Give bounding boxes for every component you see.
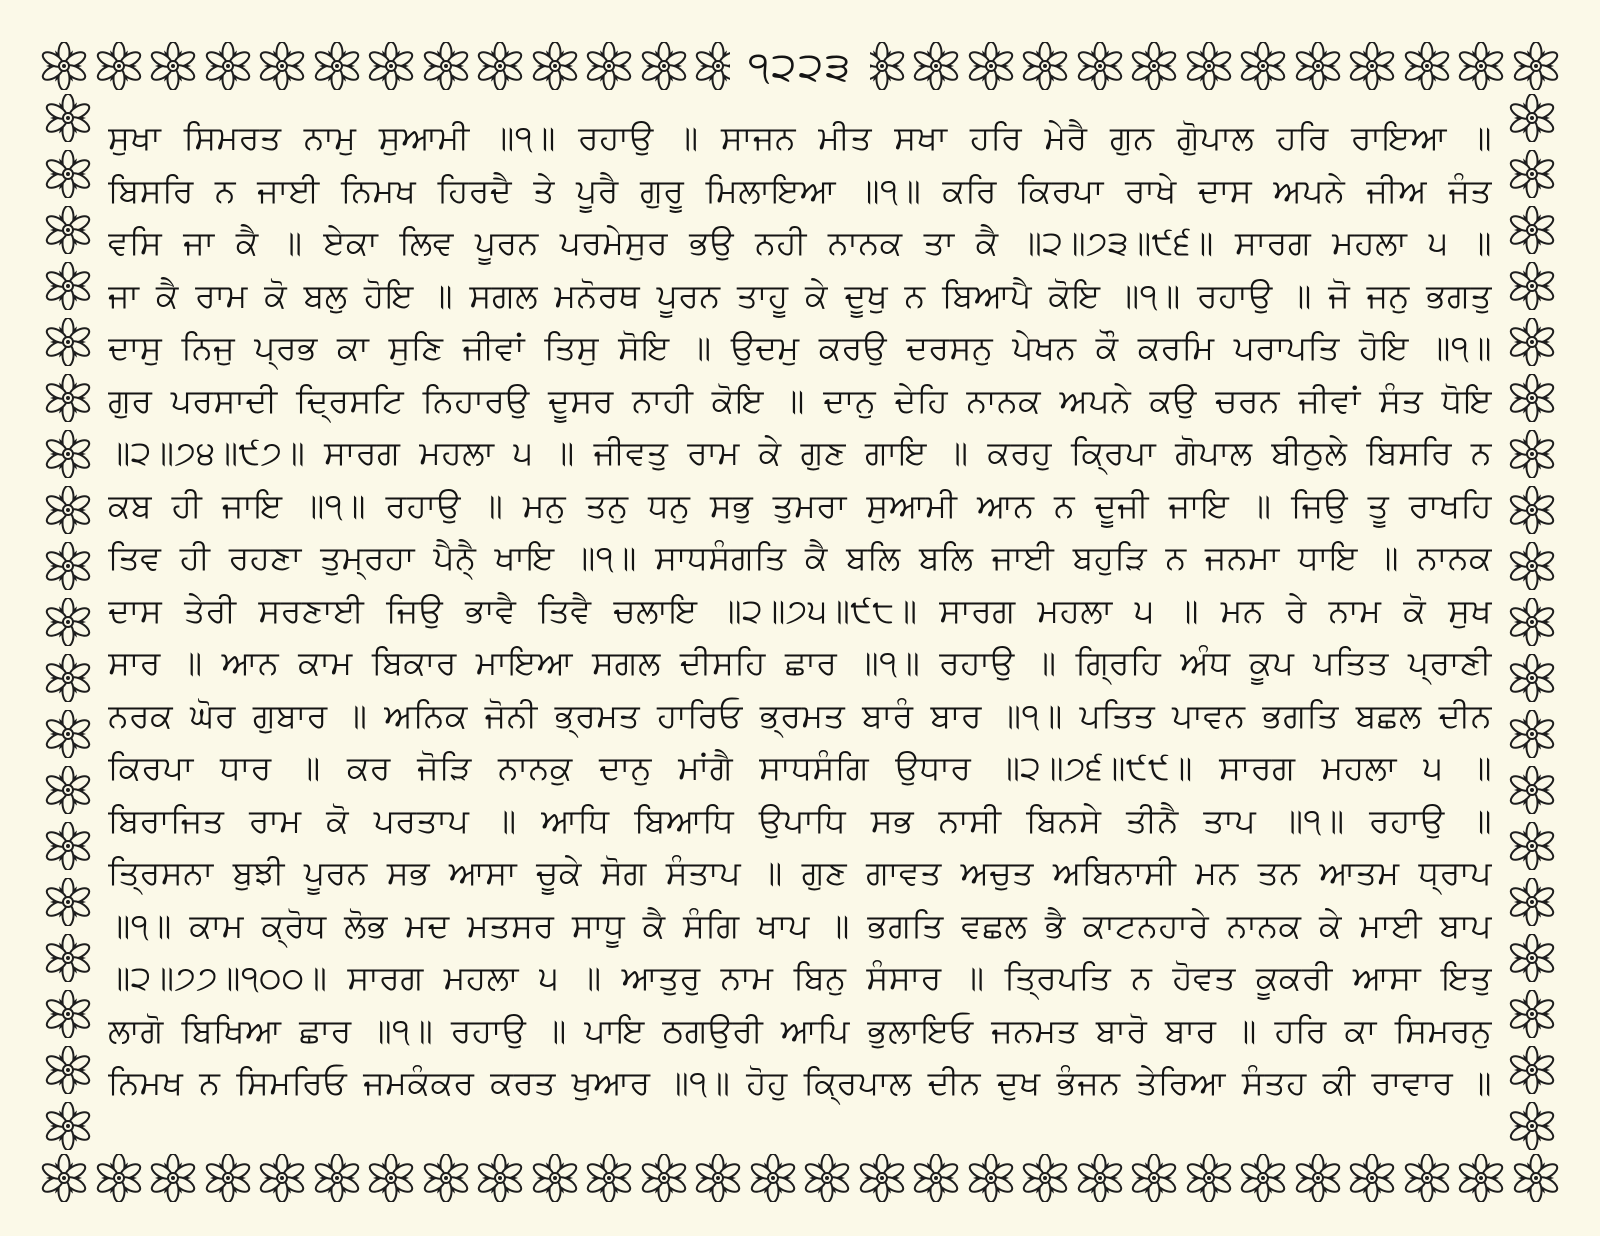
verse-line: ਤ੍ਰਿਸਨਾ ਬੁਝੀ ਪੂਰਨ ਸਭ ਆਸਾ ਚੂਕੇ ਸੋਗ ਸੰਤਾਪ ॥ ਗੁਣ ਗਾਵਤ ਅਚੁਤ ਅਬਿਨਾਸੀ ਮਨ ਤਨ ਆਤਮ ਧ੍ਰਾਪ <box>108 853 1492 892</box>
flower-ornament-icon <box>44 766 92 814</box>
flower-ornament-icon <box>1508 374 1556 422</box>
flower-ornament-icon <box>967 1154 1015 1202</box>
border-right <box>1504 94 1560 1150</box>
flower-ornament-icon <box>44 1046 92 1094</box>
flower-ornament-icon <box>1294 1154 1342 1202</box>
flower-ornament-icon <box>1508 766 1556 814</box>
verse-line: ਬਿਰਾਜਿਤ ਰਾਮ ਕੋ ਪਰਤਾਪ ॥ ਆਧਿ ਬਿਆਧਿ ਉਪਾਧਿ ਸਭ ਨਾਸੀ ਬਿਨਸੇ ਤੀਨੈ ਤਾਪ ॥੧॥ ਰਹਾਉ ॥ <box>108 800 1492 840</box>
flower-ornament-icon <box>640 42 688 90</box>
flower-ornament-icon <box>313 42 361 90</box>
flower-ornament-icon <box>1508 990 1556 1038</box>
flower-ornament-icon <box>803 1154 851 1202</box>
flower-ornament-icon <box>44 486 92 534</box>
flower-ornament-icon <box>749 1154 797 1202</box>
border-left <box>40 94 96 1150</box>
flower-ornament-icon <box>912 1154 960 1202</box>
flower-ornament-icon <box>858 1154 906 1202</box>
flower-ornament-icon <box>1508 318 1556 366</box>
flower-ornament-icon <box>1076 1154 1124 1202</box>
flower-ornament-icon <box>1508 94 1556 142</box>
flower-ornament-icon <box>40 42 88 90</box>
flower-ornament-icon <box>95 42 143 90</box>
verse-line: ਕਿਰਪਾ ਧਾਰ ॥ ਕਰ ਜੋੜਿ ਨਾਨਕੁ ਦਾਨੁ ਮਾਂਗੈ ਸਾਧਸੰਗਿ ਉਧਾਰ ॥੨॥੭੬॥੯੯॥ ਸਾਰਗ ਮਹਲਾ ੫ ॥ <box>108 748 1492 787</box>
flower-ornament-icon <box>258 1154 306 1202</box>
verse-line: ਗੁਰ ਪਰਸਾਦੀ ਦ੍ਰਿਸਟਿ ਨਿਹਾਰਉ ਦੂਸਰ ਨਾਹੀ ਕੋਇ ॥ ਦਾਨੁ ਦੇਹਿ ਨਾਨਕ ਅਪਨੇ ਕਉ ਚਰਨ ਜੀਵਾਂ ਸੰਤ ਧੋਇ <box>108 380 1492 420</box>
flower-ornament-icon <box>422 42 470 90</box>
flower-ornament-icon <box>1508 542 1556 590</box>
flower-ornament-icon <box>1512 1154 1560 1202</box>
flower-ornament-icon <box>1185 42 1233 90</box>
flower-ornament-icon <box>585 1154 633 1202</box>
verse-line: ॥੨॥੭੪॥੯੭॥ ਸਾਰਗ ਮਹਲਾ ੫ ॥ ਜੀਵਤੁ ਰਾਮ ਕੇ ਗੁਣ ਗਾਇ ॥ ਕਰਹੁ ਕ੍ਰਿਪਾ ਗੋਪਾਲ ਬੀਠੁਲੇ ਬਿਸਰਿ ਨ <box>108 433 1492 472</box>
flower-ornament-icon <box>95 1154 143 1202</box>
border-bottom <box>40 1150 1560 1206</box>
flower-ornament-icon <box>44 542 92 590</box>
flower-ornament-icon <box>204 1154 252 1202</box>
flower-ornament-icon <box>1348 42 1396 90</box>
verse-line: ਜਾ ਕੈ ਰਾਮ ਕੋ ਬਲੁ ਹੋਇ ॥ ਸਗਲ ਮਨੋਰਥ ਪੂਰਨ ਤਾਹੂ ਕੇ ਦੂਖੁ ਨ ਬਿਆਪੈ ਕੋਇ ॥੧॥ ਰਹਾਉ ॥ ਜੋ ਜਨੁ ਭਗਤੁ <box>108 275 1492 315</box>
flower-ornament-icon <box>44 262 92 310</box>
verse-line: ਦਾਸ ਤੇਰੀ ਸਰਣਾਈ ਜਿਉ ਭਾਵੈ ਤਿਵੈ ਚਲਾਇ ॥੨॥੭੫॥੯੮॥ ਸਾਰਗ ਮਹਲਾ ੫ ॥ ਮਨ ਰੇ ਨਾਮ ਕੋ ਸੁਖ <box>108 590 1492 630</box>
flower-ornament-icon <box>1294 42 1342 90</box>
flower-ornament-icon <box>44 206 92 254</box>
flower-ornament-icon <box>1508 150 1556 198</box>
verse-line: ਲਾਗੋ ਬਿਖਿਆ ਛਾਰ ॥੧॥ ਰਹਾਉ ॥ ਪਾਇ ਠਗਉਰੀ ਆਪਿ ਭੁਲਾਇਓ ਜਨਮਤ ਬਾਰੋ ਬਾਰ ॥ ਹਰਿ ਕਾ ਸਿਮਰਨੁ <box>108 1010 1492 1050</box>
flower-ornament-icon <box>1508 878 1556 926</box>
flower-ornament-icon <box>367 42 415 90</box>
flower-ornament-icon <box>1239 42 1287 90</box>
flower-ornament-icon <box>422 1154 470 1202</box>
flower-ornament-icon <box>1508 430 1556 478</box>
verse-line: ਨਿਮਖ ਨ ਸਿਮਰਿਓ ਜਮਕੰਕਰ ਕਰਤ ਖੁਆਰ ॥੧॥ ਹੋਹੁ ਕ੍ਰਿਪਾਲ ਦੀਨ ਦੁਖ ਭੰਜਨ ਤੇਰਿਆ ਸੰਤਹ ਕੀ ਰਾਵਾਰ ॥ <box>108 1063 1492 1102</box>
flower-ornament-icon <box>313 1154 361 1202</box>
verse-line: ਬਿਸਰਿ ਨ ਜਾਈ ਨਿਮਖ ਹਿਰਦੈ ਤੇ ਪੂਰੈ ਗੁਰੂ ਮਿਲਾਇਆ ॥੧॥ ਕਰਿ ਕਿਰਪਾ ਰਾਖੇ ਦਾਸ ਅਪਨੇ ਜੀਅ ਜੰਤ <box>108 170 1492 210</box>
flower-ornament-icon <box>258 42 306 90</box>
flower-ornament-icon <box>1021 42 1069 90</box>
flower-ornament-icon <box>44 654 92 702</box>
flower-ornament-icon <box>1021 1154 1069 1202</box>
flower-ornament-icon <box>1457 42 1505 90</box>
flower-ornament-icon <box>1508 934 1556 982</box>
flower-ornament-icon <box>44 822 92 870</box>
flower-ornament-icon <box>1130 1154 1178 1202</box>
flower-ornament-icon <box>40 1154 88 1202</box>
flower-ornament-icon <box>1457 1154 1505 1202</box>
flower-ornament-icon <box>44 990 92 1038</box>
flower-ornament-icon <box>912 42 960 90</box>
verse-line: ਵਸਿ ਜਾ ਕੈ ॥ ਏਕਾ ਲਿਵ ਪੂਰਨ ਪਰਮੇਸੁਰ ਭਉ ਨਹੀ ਨਾਨਕ ਤਾ ਕੈ ॥੨॥੭੩॥੯੬॥ ਸਾਰਗ ਮਹਲਾ ੫ ॥ <box>108 223 1492 262</box>
flower-ornament-icon <box>44 598 92 646</box>
flower-ornament-icon <box>44 878 92 926</box>
flower-ornament-icon <box>44 710 92 758</box>
verse-line: ਤਿਵ ਹੀ ਰਹਣਾ ਤੁਮ੍ਰਹਾ ਪੈਨੈ੍ ਖਾਇ ॥੧॥ ਸਾਧਸੰਗਤਿ ਕੈ ਬਲਿ ਬਲਿ ਜਾਈ ਬਹੁੜਿ ਨ ਜਨਮਾ ਧਾਇ ॥ ਨਾਨਕ <box>108 538 1492 577</box>
flower-ornament-icon <box>1403 42 1451 90</box>
flower-ornament-icon <box>476 42 524 90</box>
flower-ornament-icon <box>1076 42 1124 90</box>
flower-ornament-icon <box>44 430 92 478</box>
flower-ornament-icon <box>1185 1154 1233 1202</box>
flower-ornament-icon <box>204 42 252 90</box>
flower-ornament-icon <box>1239 1154 1287 1202</box>
flower-ornament-icon <box>1508 1102 1556 1150</box>
flower-ornament-icon <box>1508 598 1556 646</box>
flower-ornament-icon <box>1508 486 1556 534</box>
flower-ornament-icon <box>44 934 92 982</box>
verse-text-block <box>108 112 1492 1142</box>
verse-line: ਕਬ ਹੀ ਜਾਇ ॥੧॥ ਰਹਾਉ ॥ ਮਨੁ ਤਨੁ ਧਨੁ ਸਭੁ ਤੁਮਰਾ ਸੁਆਮੀ ਆਨ ਨ ਦੂਜੀ ਜਾਇ ॥ ਜਿਉ ਤੂ ਰਾਖਹਿ <box>108 485 1492 525</box>
flower-ornament-icon <box>44 374 92 422</box>
flower-ornament-icon <box>44 318 92 366</box>
flower-ornament-icon <box>585 42 633 90</box>
flower-ornament-icon <box>1508 206 1556 254</box>
verse-line: ਦਾਸੁ ਨਿਜੁ ਪ੍ਰਭ ਕਾ ਸੁਣਿ ਜੀਵਾਂ ਤਿਸੁ ਸੋਇ ॥ ਉਦਮੁ ਕਰਉ ਦਰਸਨੁ ਪੇਖਨ ਕੌ ਕਰਮਿ ਪਰਾਪਤਿ ਹੋਇ ॥੧॥ <box>108 328 1492 367</box>
flower-ornament-icon <box>367 1154 415 1202</box>
flower-ornament-icon <box>1508 710 1556 758</box>
flower-ornament-icon <box>1508 262 1556 310</box>
flower-ornament-icon <box>531 1154 579 1202</box>
flower-ornament-icon <box>476 1154 524 1202</box>
flower-ornament-icon <box>44 150 92 198</box>
flower-ornament-icon <box>531 42 579 90</box>
verse-line: ਨਰਕ ਘੋਰ ਗੁਬਾਰ ॥ ਅਨਿਕ ਜੋਨੀ ਭ੍ਰਮਤ ਹਾਰਿਓ ਭ੍ਰਮਤ ਬਾਰੰ ਬਾਰ ॥੧॥ ਪਤਿਤ ਪਾਵਨ ਭਗਤਿ ਬਛਲ ਦੀਨ <box>108 695 1492 735</box>
verse-line: ਸਾਰ ॥ ਆਨ ਕਾਮ ਬਿਕਾਰ ਮਾਇਆ ਸਗਲ ਦੀਸਹਿ ਛਾਰ ॥੧॥ ਰਹਾਉ ॥ ਗ੍ਰਿਹਿ ਅੰਧ ਕੂਪ ਪਤਿਤ ਪ੍ਰਾਣੀ <box>108 643 1492 682</box>
verse-line: ॥੧॥ ਕਾਮ ਕ੍ਰੋਧ ਲੋਭ ਮਦ ਮਤਸਰ ਸਾਧੂ ਕੈ ਸੰਗਿ ਖਾਪ ॥ ਭਗਤਿ ਵਛਲ ਭੈ ਕਾਟਨਹਾਰੇ ਨਾਨਕ ਕੇ ਮਾਈ ਬਾਪ <box>108 905 1492 945</box>
flower-ornament-icon <box>1508 654 1556 702</box>
flower-ornament-icon <box>149 1154 197 1202</box>
verse-line: ਸੁਖਾ ਸਿਮਰਤ ਨਾਮੁ ਸੁਆਮੀ ॥੧॥ ਰਹਾਉ ॥ ਸਾਜਨ ਮੀਤ ਸਖਾ ਹਰਿ ਮੇਰੈ ਗੁਨ ਗੋੁਪਾਲ ਹਰਿ ਰਾਇਆ ॥ <box>108 118 1492 157</box>
flower-ornament-icon <box>149 42 197 90</box>
flower-ornament-icon <box>967 42 1015 90</box>
flower-ornament-icon <box>1130 42 1178 90</box>
flower-ornament-icon <box>1403 1154 1451 1202</box>
flower-ornament-icon <box>1512 42 1560 90</box>
flower-ornament-icon <box>694 1154 742 1202</box>
flower-ornament-icon <box>44 1102 92 1150</box>
flower-ornament-icon <box>44 94 92 142</box>
page-number: ੧੨੨੩ <box>730 40 870 94</box>
flower-ornament-icon <box>640 1154 688 1202</box>
flower-ornament-icon <box>1508 822 1556 870</box>
flower-ornament-icon <box>1348 1154 1396 1202</box>
verse-line: ॥੨॥੭੭॥੧੦੦॥ ਸਾਰਗ ਮਹਲਾ ੫ ॥ ਆਤੁਰੁ ਨਾਮ ਬਿਨੁ ਸੰਸਾਰ ॥ ਤ੍ਰਿਪਤਿ ਨ ਹੋਵਤ ਕੂਕਰੀ ਆਸਾ ਇਤੁ <box>108 958 1492 997</box>
flower-ornament-icon <box>1508 1046 1556 1094</box>
